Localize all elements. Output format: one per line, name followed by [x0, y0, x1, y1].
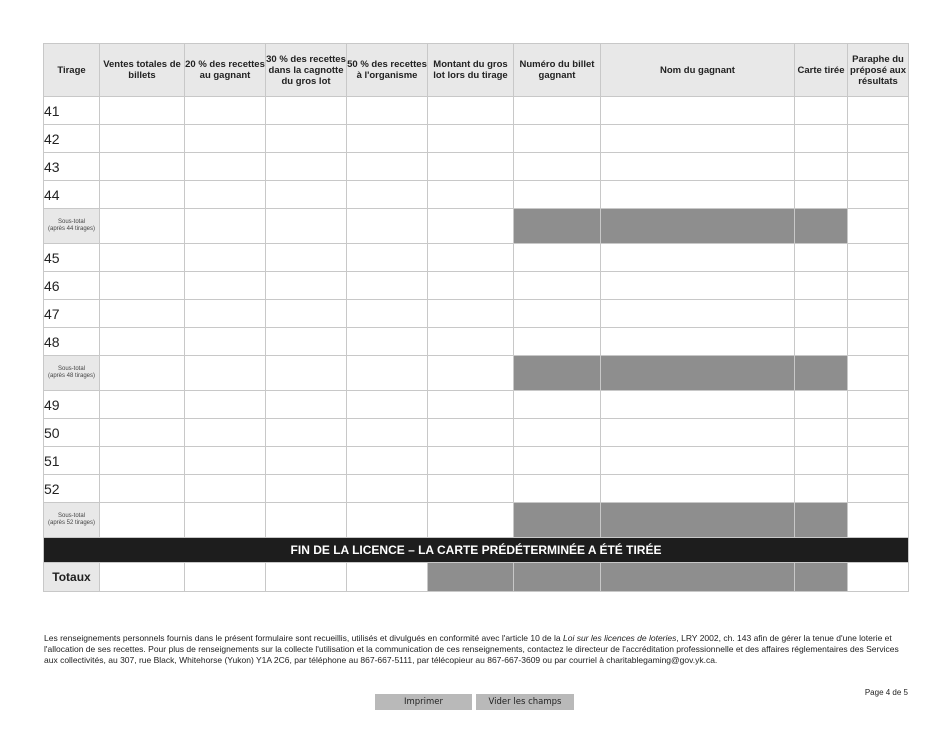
totals-total-sales-field[interactable]	[100, 563, 185, 592]
ticket-number-field[interactable]	[514, 97, 601, 125]
jackpot-30-field[interactable]	[266, 391, 347, 419]
draw-number: 45	[44, 244, 100, 272]
shaded-cell	[601, 209, 795, 244]
org-50-field[interactable]	[347, 125, 428, 153]
subtotal-initials-field[interactable]	[848, 503, 909, 538]
draw-results-table	[43, 43, 909, 592]
initials-field[interactable]	[848, 391, 909, 419]
total-sales-field[interactable]	[100, 244, 185, 272]
winner-20-field[interactable]	[185, 300, 266, 328]
totals-jackpot-30-field[interactable]	[266, 563, 347, 592]
ticket-number-field[interactable]	[514, 447, 601, 475]
subtotal-title: Sous-total	[57, 513, 85, 519]
draw-number: 46	[44, 272, 100, 300]
total-sales-field[interactable]	[100, 181, 185, 209]
card-drawn-field[interactable]	[795, 153, 848, 181]
org-50-field[interactable]	[347, 475, 428, 503]
header-winner-name: Nom du gagnant	[601, 44, 795, 97]
clear-fields-button[interactable]: Vider les champs	[476, 694, 574, 710]
winner-20-field[interactable]	[185, 475, 266, 503]
header-initials: Paraphe du préposé aux résultats	[848, 44, 909, 97]
header-50-percent: 50 % des recettes à l'organisme	[347, 44, 428, 97]
winner-20-field[interactable]	[185, 419, 266, 447]
card-drawn-field[interactable]	[795, 300, 848, 328]
ticket-number-field[interactable]	[514, 391, 601, 419]
total-sales-field[interactable]	[100, 125, 185, 153]
table-row	[44, 328, 909, 356]
subtotal-initials-field[interactable]	[848, 209, 909, 244]
total-sales-field[interactable]	[100, 328, 185, 356]
initials-field[interactable]	[848, 300, 909, 328]
jackpot-amount-field[interactable]	[428, 181, 514, 209]
winner-20-field[interactable]	[185, 181, 266, 209]
table-row	[44, 97, 909, 125]
subtotal-note: (après 44 tirages)	[47, 226, 96, 232]
shaded-cell	[795, 356, 848, 391]
subtotal-note: (après 52 tirages)	[47, 520, 96, 526]
ticket-number-field[interactable]	[514, 272, 601, 300]
subtotal-jackpot-amount-field[interactable]	[428, 503, 514, 538]
winner-name-field[interactable]	[601, 244, 795, 272]
org-50-field[interactable]	[347, 328, 428, 356]
end-of-license-row	[44, 538, 909, 563]
jackpot-amount-field[interactable]	[428, 97, 514, 125]
initials-field[interactable]	[848, 419, 909, 447]
privacy-notice	[44, 633, 910, 666]
print-button[interactable]: Imprimer	[375, 694, 472, 710]
table-row	[44, 272, 909, 300]
shaded-cell	[428, 563, 514, 592]
winner-name-field[interactable]	[601, 391, 795, 419]
winner-20-field[interactable]	[185, 391, 266, 419]
table-row	[44, 244, 909, 272]
subtotal-note: (après 48 tirages)	[47, 373, 96, 379]
winner-20-field[interactable]	[185, 272, 266, 300]
total-sales-field[interactable]	[100, 300, 185, 328]
jackpot-30-field[interactable]	[266, 125, 347, 153]
card-drawn-field[interactable]	[795, 244, 848, 272]
card-drawn-field[interactable]	[795, 97, 848, 125]
jackpot-30-field[interactable]	[266, 419, 347, 447]
end-of-license-banner: FIN DE LA LICENCE – LA CARTE PRÉDÉTERMINÉE A ÉTÉ TIRÉE	[44, 538, 909, 563]
subtotal-row	[44, 209, 909, 244]
jackpot-30-field[interactable]	[266, 153, 347, 181]
subtotal-jackpot-30-field[interactable]	[266, 209, 347, 244]
winner-name-field[interactable]	[601, 181, 795, 209]
jackpot-30-field[interactable]	[266, 328, 347, 356]
shaded-cell	[514, 503, 601, 538]
jackpot-amount-field[interactable]	[428, 300, 514, 328]
jackpot-30-field[interactable]	[266, 447, 347, 475]
notice-text-end: , LRY 2002, ch. 143 afin de gérer la tenue d'une loterie et l'allocation de ses recettes. Pour plus de renseignements sur la collecte l'utilisation et la communication de ces renseignements, contactez le directeur de l'accréditation professionnelle et des affaires réglementaires des Services aux collectivités, au 307, rue Black, Whitehorse (Yukon) Y1A 2C6, par téléphone au 867-667-5111, par télécopieur au 867-667-3609 ou par courriel à charitablegaming@gov.yk.ca.	[44, 633, 899, 665]
draw-number: 51	[44, 447, 100, 475]
card-drawn-field[interactable]	[795, 391, 848, 419]
ticket-number-field[interactable]	[514, 181, 601, 209]
total-sales-field[interactable]	[100, 447, 185, 475]
winner-20-field[interactable]	[185, 153, 266, 181]
ticket-number-field[interactable]	[514, 125, 601, 153]
org-50-field[interactable]	[347, 97, 428, 125]
card-drawn-field[interactable]	[795, 125, 848, 153]
subtotal-label	[44, 503, 100, 538]
ticket-number-field[interactable]	[514, 475, 601, 503]
header-30-percent: 30 % des recettes dans la cagnotte du gros lot	[266, 44, 347, 97]
shaded-cell	[514, 209, 601, 244]
total-sales-field[interactable]	[100, 97, 185, 125]
org-50-field[interactable]	[347, 181, 428, 209]
subtotal-title: Sous-total	[57, 219, 85, 225]
jackpot-amount-field[interactable]	[428, 447, 514, 475]
table-row	[44, 391, 909, 419]
header-row	[44, 44, 909, 97]
initials-field[interactable]	[848, 153, 909, 181]
jackpot-amount-field[interactable]	[428, 328, 514, 356]
jackpot-30-field[interactable]	[266, 272, 347, 300]
card-drawn-field[interactable]	[795, 475, 848, 503]
header-ticket-number: Numéro du billet gagnant	[514, 44, 601, 97]
org-50-field[interactable]	[347, 272, 428, 300]
card-drawn-field[interactable]	[795, 328, 848, 356]
totals-label: Totaux	[44, 563, 100, 592]
winner-name-field[interactable]	[601, 272, 795, 300]
totals-row	[44, 563, 909, 592]
draw-number: 52	[44, 475, 100, 503]
header-20-percent: 20 % des recettes au gagnant	[185, 44, 266, 97]
winner-name-field[interactable]	[601, 475, 795, 503]
subtotal-total-sales-field[interactable]	[100, 503, 185, 538]
shaded-cell	[795, 503, 848, 538]
initials-field[interactable]	[848, 181, 909, 209]
subtotal-winner-20-field[interactable]	[185, 209, 266, 244]
subtotal-initials-field[interactable]	[848, 356, 909, 391]
subtotal-total-sales-field[interactable]	[100, 356, 185, 391]
winner-20-field[interactable]	[185, 125, 266, 153]
winner-20-field[interactable]	[185, 97, 266, 125]
draw-number: 50	[44, 419, 100, 447]
ticket-number-field[interactable]	[514, 244, 601, 272]
jackpot-30-field[interactable]	[266, 97, 347, 125]
jackpot-amount-field[interactable]	[428, 272, 514, 300]
initials-field[interactable]	[848, 244, 909, 272]
winner-name-field[interactable]	[601, 97, 795, 125]
header-jackpot-amount: Montant du gros lot lors du tirage	[428, 44, 514, 97]
winner-20-field[interactable]	[185, 447, 266, 475]
subtotal-row	[44, 356, 909, 391]
total-sales-field[interactable]	[100, 153, 185, 181]
card-drawn-field[interactable]	[795, 447, 848, 475]
table-row	[44, 153, 909, 181]
jackpot-30-field[interactable]	[266, 244, 347, 272]
jackpot-amount-field[interactable]	[428, 419, 514, 447]
notice-text-start: Les renseignements personnels fournis dans le présent formulaire sont recueillis, utilisés et divulgués en conformité avec l'article 10 de la	[44, 633, 563, 643]
jackpot-amount-field[interactable]	[428, 391, 514, 419]
card-drawn-field[interactable]	[795, 181, 848, 209]
card-drawn-field[interactable]	[795, 419, 848, 447]
winner-name-field[interactable]	[601, 300, 795, 328]
winner-name-field[interactable]	[601, 125, 795, 153]
page-number: Page 4 de 5	[864, 688, 908, 697]
initials-field[interactable]	[848, 125, 909, 153]
shaded-cell	[601, 563, 795, 592]
winner-name-field[interactable]	[601, 328, 795, 356]
initials-field[interactable]	[848, 328, 909, 356]
initials-field[interactable]	[848, 97, 909, 125]
total-sales-field[interactable]	[100, 475, 185, 503]
jackpot-30-field[interactable]	[266, 300, 347, 328]
shaded-cell	[601, 356, 795, 391]
header-total-sales: Ventes totales de billets	[100, 44, 185, 97]
notice-law-title: Loi sur les licences de loteries	[562, 633, 677, 643]
total-sales-field[interactable]	[100, 391, 185, 419]
org-50-field[interactable]	[347, 244, 428, 272]
jackpot-amount-field[interactable]	[428, 153, 514, 181]
table-row	[44, 447, 909, 475]
totals-winner-20-field[interactable]	[185, 563, 266, 592]
subtotal-title: Sous-total	[57, 366, 85, 372]
winner-name-field[interactable]	[601, 153, 795, 181]
table-row	[44, 300, 909, 328]
ticket-number-field[interactable]	[514, 328, 601, 356]
subtotal-jackpot-amount-field[interactable]	[428, 209, 514, 244]
winner-20-field[interactable]	[185, 244, 266, 272]
subtotal-label	[44, 209, 100, 244]
draw-number: 41	[44, 97, 100, 125]
subtotal-org-50-field[interactable]	[347, 356, 428, 391]
org-50-field[interactable]	[347, 447, 428, 475]
draw-number: 49	[44, 391, 100, 419]
shaded-cell	[601, 503, 795, 538]
total-sales-field[interactable]	[100, 419, 185, 447]
draw-number: 47	[44, 300, 100, 328]
totals-org-50-field[interactable]	[347, 563, 428, 592]
draw-number: 43	[44, 153, 100, 181]
subtotal-winner-20-field[interactable]	[185, 356, 266, 391]
winner-20-field[interactable]	[185, 328, 266, 356]
jackpot-30-field[interactable]	[266, 181, 347, 209]
winner-name-field[interactable]	[601, 447, 795, 475]
draw-number: 42	[44, 125, 100, 153]
initials-field[interactable]	[848, 447, 909, 475]
org-50-field[interactable]	[347, 300, 428, 328]
subtotal-jackpot-30-field[interactable]	[266, 503, 347, 538]
org-50-field[interactable]	[347, 419, 428, 447]
total-sales-field[interactable]	[100, 272, 185, 300]
ticket-number-field[interactable]	[514, 153, 601, 181]
table-row	[44, 181, 909, 209]
subtotal-org-50-field[interactable]	[347, 209, 428, 244]
table-row	[44, 419, 909, 447]
jackpot-amount-field[interactable]	[428, 125, 514, 153]
shaded-cell	[795, 563, 848, 592]
subtotal-total-sales-field[interactable]	[100, 209, 185, 244]
jackpot-amount-field[interactable]	[428, 244, 514, 272]
subtotal-row	[44, 503, 909, 538]
table-row	[44, 475, 909, 503]
winner-name-field[interactable]	[601, 419, 795, 447]
card-drawn-field[interactable]	[795, 272, 848, 300]
shaded-cell	[795, 209, 848, 244]
header-card-drawn: Carte tirée	[795, 44, 848, 97]
draw-number: 44	[44, 181, 100, 209]
header-draw: Tirage	[44, 44, 100, 97]
ticket-number-field[interactable]	[514, 419, 601, 447]
jackpot-amount-field[interactable]	[428, 475, 514, 503]
subtotal-label	[44, 356, 100, 391]
org-50-field[interactable]	[347, 391, 428, 419]
subtotal-jackpot-30-field[interactable]	[266, 356, 347, 391]
subtotal-winner-20-field[interactable]	[185, 503, 266, 538]
org-50-field[interactable]	[347, 153, 428, 181]
initials-field[interactable]	[848, 475, 909, 503]
shaded-cell	[514, 563, 601, 592]
initials-field[interactable]	[848, 272, 909, 300]
table-row	[44, 125, 909, 153]
ticket-number-field[interactable]	[514, 300, 601, 328]
subtotal-jackpot-amount-field[interactable]	[428, 356, 514, 391]
jackpot-30-field[interactable]	[266, 475, 347, 503]
draw-number: 48	[44, 328, 100, 356]
subtotal-org-50-field[interactable]	[347, 503, 428, 538]
totals-initials-field[interactable]	[848, 563, 909, 592]
shaded-cell	[514, 356, 601, 391]
